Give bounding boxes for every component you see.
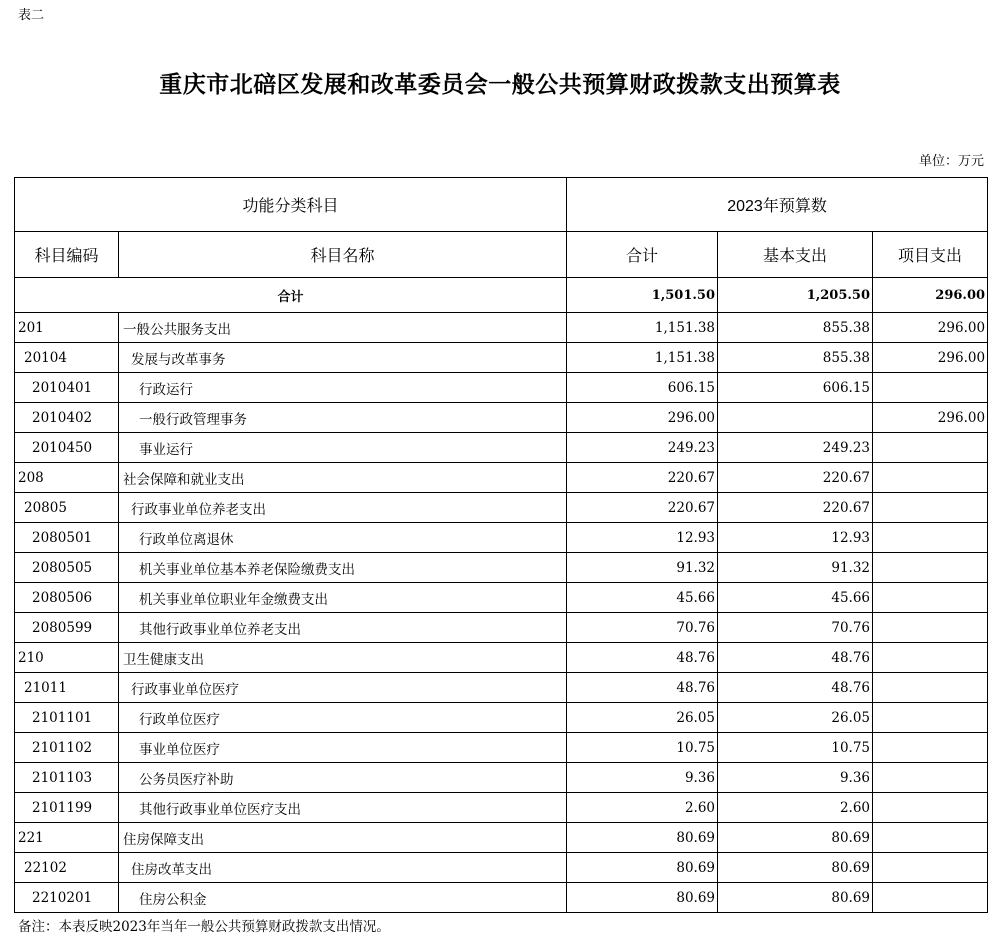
row-basic: 606.15 bbox=[718, 373, 873, 403]
row-code: 2080599 bbox=[15, 613, 119, 643]
table-row bbox=[15, 553, 988, 583]
row-project bbox=[873, 733, 988, 763]
table-body bbox=[15, 278, 988, 913]
header-total: 合计 bbox=[567, 232, 718, 278]
row-code: 2080505 bbox=[15, 553, 119, 583]
row-basic: 220.67 bbox=[718, 493, 873, 523]
row-code: 2010402 bbox=[15, 403, 119, 433]
row-total: 220.67 bbox=[567, 463, 718, 493]
total-basic: 1,205.50 bbox=[718, 278, 873, 313]
row-basic: 249.23 bbox=[718, 433, 873, 463]
table-row bbox=[15, 793, 988, 823]
header-name: 科目名称 bbox=[119, 232, 567, 278]
table-row bbox=[15, 433, 988, 463]
row-name: 住房保障支出 bbox=[119, 823, 567, 853]
row-project bbox=[873, 493, 988, 523]
row-code: 2101101 bbox=[15, 703, 119, 733]
row-total: 91.32 bbox=[567, 553, 718, 583]
row-code: 20805 bbox=[15, 493, 119, 523]
row-project bbox=[873, 853, 988, 883]
header-function-classification: 功能分类科目 bbox=[15, 178, 567, 232]
row-project bbox=[873, 793, 988, 823]
row-name: 卫生健康支出 bbox=[119, 643, 567, 673]
row-basic: 12.93 bbox=[718, 523, 873, 553]
table-row bbox=[15, 463, 988, 493]
header-basic: 基本支出 bbox=[718, 232, 873, 278]
row-project bbox=[873, 883, 988, 913]
row-code: 208 bbox=[15, 463, 119, 493]
row-project: 296.00 bbox=[873, 343, 988, 373]
table-row bbox=[15, 673, 988, 703]
header-project: 项目支出 bbox=[873, 232, 988, 278]
row-total: 80.69 bbox=[567, 853, 718, 883]
row-project bbox=[873, 373, 988, 403]
row-name: 行政单位离退休 bbox=[119, 523, 567, 553]
row-code: 2010401 bbox=[15, 373, 119, 403]
total-row bbox=[15, 278, 988, 313]
row-basic: 855.38 bbox=[718, 313, 873, 343]
row-total: 296.00 bbox=[567, 403, 718, 433]
row-name: 发展与改革事务 bbox=[119, 343, 567, 373]
row-code: 2101199 bbox=[15, 793, 119, 823]
row-project: 296.00 bbox=[873, 403, 988, 433]
row-basic: 70.76 bbox=[718, 613, 873, 643]
row-name: 行政事业单位医疗 bbox=[119, 673, 567, 703]
row-project bbox=[873, 523, 988, 553]
row-total: 70.76 bbox=[567, 613, 718, 643]
row-name: 其他行政事业单位养老支出 bbox=[119, 613, 567, 643]
row-name: 机关事业单位基本养老保险缴费支出 bbox=[119, 553, 567, 583]
row-project bbox=[873, 553, 988, 583]
row-total: 80.69 bbox=[567, 823, 718, 853]
row-basic: 26.05 bbox=[718, 703, 873, 733]
row-project bbox=[873, 583, 988, 613]
row-project bbox=[873, 643, 988, 673]
row-total: 1,151.38 bbox=[567, 343, 718, 373]
row-total: 48.76 bbox=[567, 673, 718, 703]
row-total: 10.75 bbox=[567, 733, 718, 763]
row-name: 机关事业单位职业年金缴费支出 bbox=[119, 583, 567, 613]
row-project: 296.00 bbox=[873, 313, 988, 343]
row-basic: 10.75 bbox=[718, 733, 873, 763]
row-code: 210 bbox=[15, 643, 119, 673]
table-row bbox=[15, 763, 988, 793]
table-row bbox=[15, 493, 988, 523]
total-label: 合计 bbox=[15, 278, 567, 313]
table-row bbox=[15, 883, 988, 913]
row-code: 20104 bbox=[15, 343, 119, 373]
row-total: 1,151.38 bbox=[567, 313, 718, 343]
table-row bbox=[15, 343, 988, 373]
table-row bbox=[15, 823, 988, 853]
row-code: 2210201 bbox=[15, 883, 119, 913]
row-total: 12.93 bbox=[567, 523, 718, 553]
row-basic: 80.69 bbox=[718, 883, 873, 913]
row-name: 一般公共服务支出 bbox=[119, 313, 567, 343]
row-basic: 45.66 bbox=[718, 583, 873, 613]
row-basic: 9.36 bbox=[718, 763, 873, 793]
table-row bbox=[15, 643, 988, 673]
row-name: 公务员医疗补助 bbox=[119, 763, 567, 793]
row-basic: 91.32 bbox=[718, 553, 873, 583]
table-row bbox=[15, 403, 988, 433]
row-basic: 2.60 bbox=[718, 793, 873, 823]
row-total: 80.69 bbox=[567, 883, 718, 913]
table-number-label: 表二 bbox=[18, 8, 45, 23]
row-total: 249.23 bbox=[567, 433, 718, 463]
row-name: 事业运行 bbox=[119, 433, 567, 463]
row-code: 201 bbox=[15, 313, 119, 343]
row-name: 事业单位医疗 bbox=[119, 733, 567, 763]
row-code: 221 bbox=[15, 823, 119, 853]
table-row bbox=[15, 583, 988, 613]
total-project: 296.00 bbox=[873, 278, 988, 313]
row-project bbox=[873, 763, 988, 793]
table-row bbox=[15, 373, 988, 403]
row-total: 2.60 bbox=[567, 793, 718, 823]
row-project bbox=[873, 823, 988, 853]
row-code: 2080506 bbox=[15, 583, 119, 613]
row-name: 行政单位医疗 bbox=[119, 703, 567, 733]
row-project bbox=[873, 703, 988, 733]
row-basic: 220.67 bbox=[718, 463, 873, 493]
row-project bbox=[873, 673, 988, 703]
header-column-row bbox=[15, 232, 988, 278]
row-total: 9.36 bbox=[567, 763, 718, 793]
row-name: 一般行政管理事务 bbox=[119, 403, 567, 433]
unit-label: 单位：万元 bbox=[918, 154, 984, 169]
row-total: 606.15 bbox=[567, 373, 718, 403]
table-row bbox=[15, 733, 988, 763]
row-name: 其他行政事业单位医疗支出 bbox=[119, 793, 567, 823]
table-row bbox=[15, 313, 988, 343]
header-group-row bbox=[15, 178, 988, 232]
table-row bbox=[15, 523, 988, 553]
row-total: 220.67 bbox=[567, 493, 718, 523]
row-basic: 855.38 bbox=[718, 343, 873, 373]
row-name: 行政运行 bbox=[119, 373, 567, 403]
row-total: 48.76 bbox=[567, 643, 718, 673]
row-basic: 80.69 bbox=[718, 823, 873, 853]
row-total: 26.05 bbox=[567, 703, 718, 733]
row-basic: 48.76 bbox=[718, 673, 873, 703]
table-row bbox=[15, 853, 988, 883]
table-row bbox=[15, 703, 988, 733]
row-basic: 48.76 bbox=[718, 643, 873, 673]
row-code: 22102 bbox=[15, 853, 119, 883]
row-name: 行政事业单位养老支出 bbox=[119, 493, 567, 523]
row-name: 住房公积金 bbox=[119, 883, 567, 913]
table-row bbox=[15, 613, 988, 643]
budget-table bbox=[14, 177, 988, 913]
row-basic bbox=[718, 403, 873, 433]
row-project bbox=[873, 433, 988, 463]
header-code: 科目编码 bbox=[15, 232, 119, 278]
row-code: 2080501 bbox=[15, 523, 119, 553]
row-code: 21011 bbox=[15, 673, 119, 703]
header-budget-year: 2023年预算数 bbox=[567, 178, 988, 232]
row-name: 住房改革支出 bbox=[119, 853, 567, 883]
row-project bbox=[873, 463, 988, 493]
row-code: 2101102 bbox=[15, 733, 119, 763]
row-code: 2010450 bbox=[15, 433, 119, 463]
row-basic: 80.69 bbox=[718, 853, 873, 883]
total-total: 1,501.50 bbox=[567, 278, 718, 313]
row-code: 2101103 bbox=[15, 763, 119, 793]
row-project bbox=[873, 613, 988, 643]
row-total: 45.66 bbox=[567, 583, 718, 613]
row-name: 社会保障和就业支出 bbox=[119, 463, 567, 493]
footnote: 备注：本表反映2023年当年一般公共预算财政拨款支出情况。 bbox=[18, 919, 390, 935]
page-title: 重庆市北碚区发展和改革委员会一般公共预算财政拨款支出预算表 bbox=[159, 71, 841, 98]
